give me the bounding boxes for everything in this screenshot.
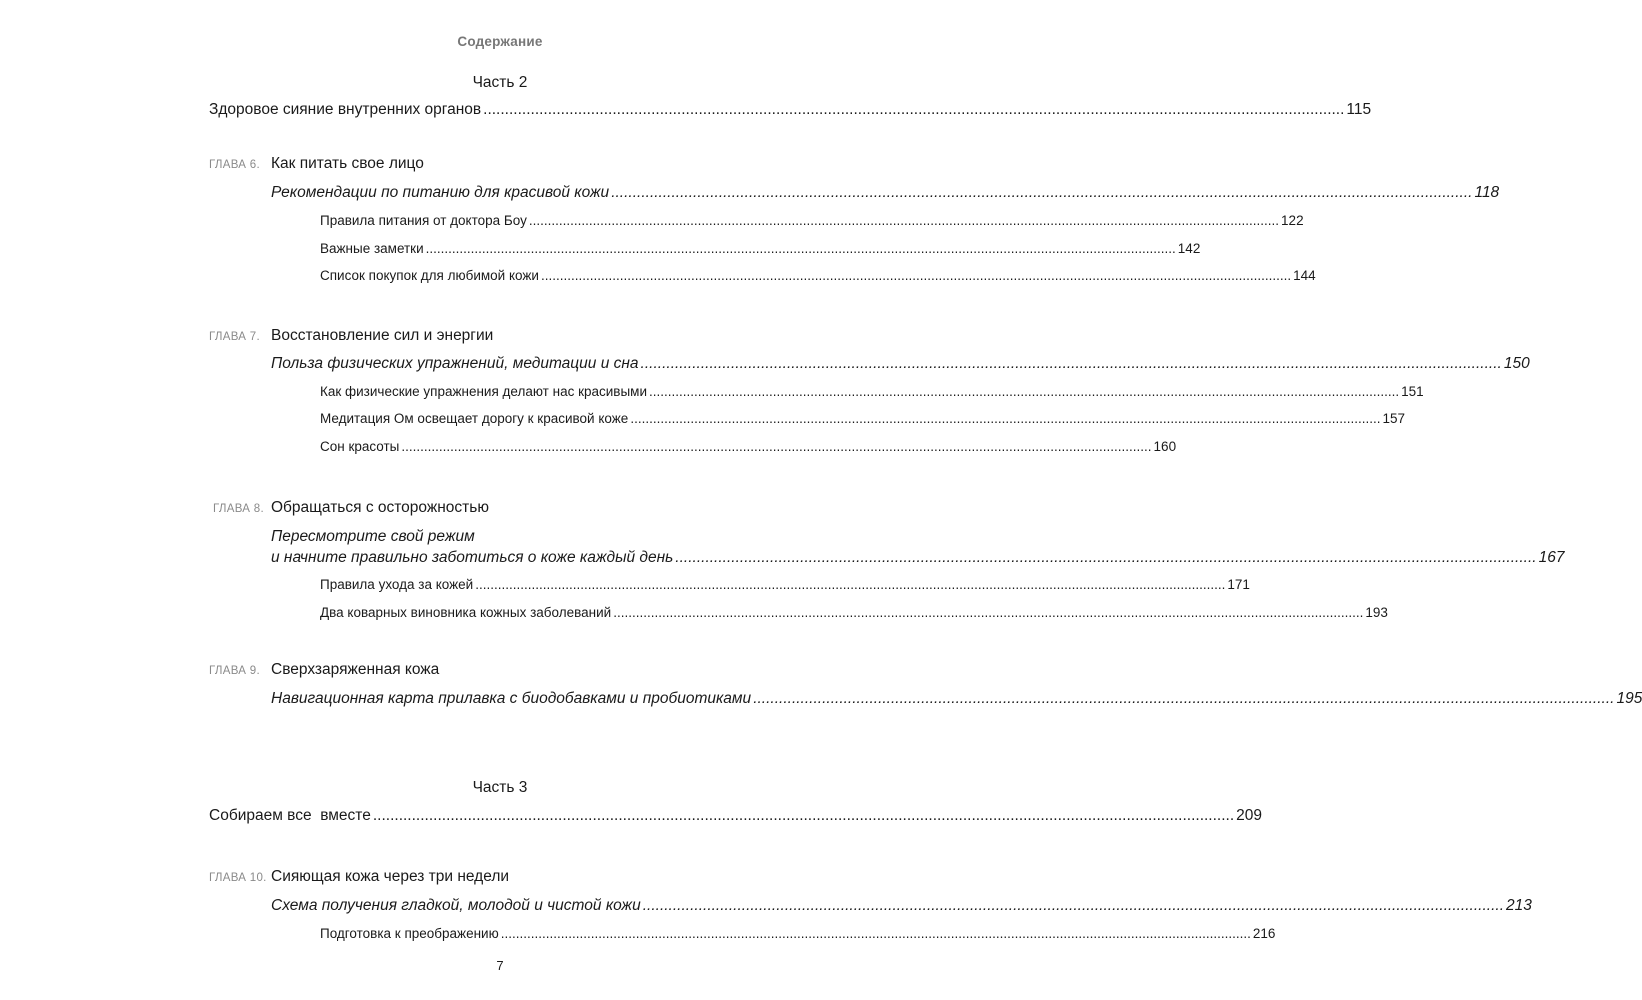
dot-leader: ........................................................................................................................................................................................................ — [640, 355, 1502, 372]
entry-title: Медитация Ом освещает дорогу к красивой коже — [320, 411, 629, 426]
dot-leader: ........................................................................................................................................................................................................ — [630, 411, 1381, 426]
part-heading: Часть 2 — [472, 74, 528, 91]
dot-leader: ........................................................................................................................................................................................................ — [528, 213, 1280, 228]
toc-entry-subsection — [320, 241, 1201, 256]
dot-leader: ........................................................................................................................................................................................................ — [372, 807, 1235, 824]
entry-title: Рекомендации по питанию для красивой кожи — [271, 184, 610, 201]
toc-entry-section — [271, 184, 1500, 202]
toc-entry-subsection — [320, 605, 1388, 620]
entry-page: 193 — [1365, 605, 1388, 620]
entry-title: Подготовка к преображению — [320, 926, 499, 941]
toc-entry-section — [271, 897, 1532, 915]
entry-title: Здоровое сияние внутренних органов — [209, 101, 482, 118]
dot-leader: ........................................................................................................................................................................................................ — [425, 241, 1176, 256]
toc-entry-subsection — [320, 577, 1250, 592]
entry-title: Навигационная карта прилавка с биодобавками и пробиотиками — [271, 690, 752, 707]
entry-title: Правила ухода за кожей — [320, 577, 474, 592]
toc-entry-section — [271, 549, 1565, 567]
entry-page: 216 — [1252, 926, 1276, 941]
chapter-title: Сверхзаряженная кожа — [271, 661, 440, 678]
dot-leader: ........................................................................................................................................................................................................ — [753, 690, 1615, 707]
entry-title: Собираем все вместе — [209, 807, 371, 824]
chapter-label: ГЛАВА 6. — [209, 159, 260, 171]
toc-entry-subsection — [320, 213, 1304, 228]
toc-entry-subsection — [320, 439, 1177, 454]
chapter-title: Обращаться с осторожностью — [271, 499, 489, 516]
entry-title: Список покупок для любимой кожи — [320, 268, 539, 283]
dot-leader: ........................................................................................................................................................................................................ — [649, 384, 1400, 399]
toc-entry-section — [271, 355, 1530, 373]
chapter-title: Как питать свое лицо — [271, 155, 424, 172]
entry-page: 195 — [1616, 690, 1642, 707]
entry-page: 122 — [1281, 213, 1304, 228]
dot-leader: ........................................................................................................................................................................................................ — [613, 605, 1364, 620]
entry-title: Схема получения гладкой, молодой и чистой кожи — [271, 897, 641, 914]
entry-title: Сон красоты — [320, 439, 400, 454]
chapter-label: ГЛАВА 10. — [209, 872, 267, 884]
entry-title: Важные заметки — [320, 241, 424, 256]
entry-page: 150 — [1503, 355, 1530, 372]
entry-page: 167 — [1538, 549, 1565, 566]
dot-leader: ........................................................................................................................................................................................................ — [642, 897, 1504, 914]
chapter-title: Восстановление сил и энергии — [271, 327, 494, 344]
entry-title: Как физические упражнения делают нас красивыми — [320, 384, 647, 399]
dot-leader: ........................................................................................................................................................................................................ — [611, 184, 1473, 201]
entry-page: 142 — [1177, 241, 1201, 256]
dot-leader: ........................................................................................................................................................................................................ — [483, 101, 1345, 118]
toc-entry-subsection — [320, 268, 1316, 283]
toc-entry-subsection — [320, 411, 1405, 426]
entry-page: 151 — [1401, 384, 1424, 399]
entry-page: 213 — [1506, 897, 1532, 914]
section-title-line1: Пересмотрите свой режим — [271, 528, 475, 545]
part-heading: Часть 3 — [472, 779, 528, 796]
dot-leader: ........................................................................................................................................................................................................ — [675, 549, 1537, 566]
entry-title: и начните правильно заботиться о коже каждый день — [271, 549, 674, 566]
entry-page: 209 — [1236, 807, 1263, 824]
toc-entry-section — [271, 690, 1642, 708]
dot-leader: ........................................................................................................................................................................................................ — [401, 439, 1152, 454]
chapter-label: ГЛАВА 8. — [213, 503, 264, 515]
entry-page: 160 — [1153, 439, 1177, 454]
entry-page: 144 — [1293, 268, 1316, 283]
entry-page: 118 — [1474, 184, 1500, 201]
chapter-label: ГЛАВА 7. — [209, 331, 260, 343]
entry-page: 115 — [1346, 101, 1372, 118]
toc-entry-subsection — [320, 384, 1424, 399]
entry-title: Два коварных виновника кожных заболеваний — [320, 605, 612, 620]
entry-page: 157 — [1382, 411, 1405, 426]
toc-entry-part — [209, 101, 1372, 119]
toc-entry-part — [209, 807, 1263, 825]
chapter-label: ГЛАВА 9. — [209, 665, 260, 677]
entry-title: Правила питания от доктора Боу — [320, 213, 527, 228]
entry-title: Польза физических упражнений, медитации и сна — [271, 355, 639, 372]
entry-page: 171 — [1227, 577, 1250, 592]
toc-entry-subsection — [320, 926, 1276, 941]
dot-leader: ........................................................................................................................................................................................................ — [475, 577, 1226, 592]
dot-leader: ........................................................................................................................................................................................................ — [500, 926, 1251, 941]
chapter-title: Сияющая кожа через три недели — [271, 868, 510, 885]
running-header: Содержание — [457, 34, 543, 49]
dot-leader: ........................................................................................................................................................................................................ — [540, 268, 1292, 283]
page-number: 7 — [496, 958, 504, 973]
